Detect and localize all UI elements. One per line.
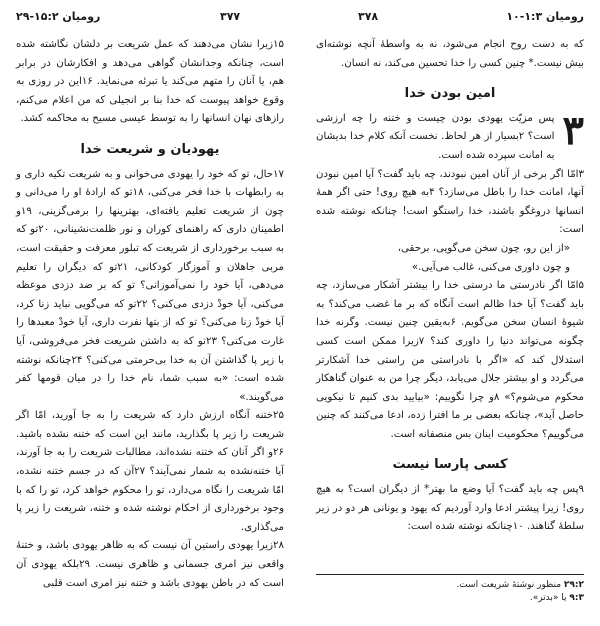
- poem-quote: [316, 240, 584, 277]
- right-book-reference: رومیان ۱:۳-۱۰: [506, 10, 584, 23]
- paragraph-verse-15: ۱۵زیرا نشان می‌دهند که عمل شریعت بر دلشان نگاشته شده است، چنانکه وجدانشان گواهی می‌دهد و افکارشان در برابر هم، یا آنان را متهم می‌کند یا تبرئه می‌نماید. ۱۶این در روزی به وقوع خواهد پیوست که خدا بنا بر انجیلی که من اعلام می‌کنم، رازهای نهان انسانها را به توسط عیسی مسیح به محاکمه کشد.: [16, 39, 285, 125]
- paragraph-verse-1: پس مزیّت یهودی بودن چیست و ختنه را چه ارزشی است؟ ۲بسیار از هر لحاظ. نخست آنکه کلام خدا بدیشان به امانت سپرده شده است.: [316, 112, 555, 161]
- footnote-1-text: منظور نوشتهٔ شریعت است.: [456, 580, 562, 590]
- footnote-2: [316, 592, 584, 605]
- left-text-column: [16, 36, 284, 593]
- right-text-column: [316, 36, 584, 537]
- paragraph-verse-17: ۱۷حال، تو که خود را یهودی می‌خوانی و به شریعت تکیه داری و به رابطهات با خدا فخر می‌کنی، ۱۸تو که ارادهٔ او را می‌دانی و چون از شریعت تعلیم یافته‌ای، بهترینها را برمی‌گزینی، ۱۹و اطمینان داری که راهنمای کوران و نور ظلمت‌نشینانی، ۲۰تو که به سبب برخورداری از شریعت که تبلور معرفت و حقیقت است، مربی جاهلان و آموزگار کودکانی، ۲۱تو که دیگران را تعلیم می‌دهی، آیا خود را نمی‌آموزانی؟ تو که بر ضد دزدی موعظه می‌کنی، آیا خودْ دزدی می‌کنی؟ ۲۲تو که می‌گویی نباید زنا کرد، آیا خودْ زنا می‌کنی؟ تو که از بتها نفرت داری، آیا خودْ معبدها را غارت می‌کنی؟ ۲۳تو که به داشتن شریعت فخر می‌فروشی، آیا با زیر پا گذاشتن آن به خدا بی‌حرمتی می‌کنی؟ ۲۴چنانکه نوشته شده است: «به سبب شما، نام خدا را در میان قومها کفر می‌گویند.»: [16, 168, 285, 403]
- paragraph-verse-5: ۵امّا اگر نادرستی ما درستی خدا را بیشتر آشکار می‌سازد، چه باید گفت؟ آیا خدا ظالم است آنگاه که بر ما غضب می‌کند؟ به شیوهٔ انسان سخن می‌گویم. ۶به‌یقین چنین نیست. وگرنه خدا چگونه می‌تواند دنیا را داوری کند؟ ۷زیرا ممکن است کسی استدلال کند که «اگر با نادراستی من راستی خدا آشکارتر می‌گردد و او بیشتر جلال می‌یابد، دیگر چرا من به عنوان گناهکار محکوم می‌شوم؟» ۸و چرا نگوییم: «بیایید بدی کنیم تا نیکویی حاصل آید»، چنانکه بعضی بر ما افترا زده، ادعا می‌کنند که چنین می‌گوییم؟ محکومیت اینان بس منصفانه است.: [316, 280, 584, 440]
- paragraph-verse-9: ۹پس چه باید گفت؟ آیا وضع ما بهتر* از دیگران است؟ به هیچ روی! زیرا پیشتر ادعا وارد آوردیم که یهود و یونانی هر دو در زیر سلطهٔ گناهند. ۱۰چنانکه نوشته شده است:: [316, 484, 584, 533]
- chapter-number: ۳: [562, 106, 584, 154]
- section-heading-jews-and-law: یهودیان و شریعت خدا: [80, 141, 220, 157]
- left-book-reference: رومیان ۱۵:۲-۲۹: [16, 10, 101, 23]
- footnote-1: [316, 579, 584, 592]
- paragraph-verse-25: ۲۵ختنه آنگاه ارزش دارد که شریعت را به جا آورید، امّا اگر شریعت را زیر پا بگذارید، مانند این است که ختنه نشده باشید. ۲۶و اگر آنان که ختنه نشده‌اند، مطالبات شریعت را به جا آورند، آیا ختنه‌نشده به شمار نمی‌آیند؟ ۲۷آن که در جسم ختنه نشده، امّا شریعت را نگاه می‌دارد، تو را محکوم خواهد کرد، تو را که با وجود برخورداری از احکام نوشته شده و ختنه، شریعت را زیر پا می‌گذاری.: [16, 410, 284, 533]
- section-heading-faithfulness: امین بودن خدا: [404, 86, 496, 102]
- poem-line-1: «از این رو، چون سخن می‌گویی، برحقی،: [397, 242, 570, 254]
- poem-line-2: و چون داوری می‌کنی، غالب می‌آیی.»: [411, 261, 570, 273]
- paragraph-verse-28: ۲۸زیرا یهودی راستین آن نیست که به ظاهر یهودی باشد، و ختنهٔ واقعی نیز امری جسمانی و ظاهری نیست. ۲۹بلکه یهودی آن است که در باطن یهودی باشد و ختنه نیز امری است قلبی: [16, 540, 285, 589]
- footnote-2-ref: ۹:۳: [569, 593, 584, 603]
- footnotes: [316, 579, 584, 605]
- paragraph-verse-3: ۳امّا اگر برخی از آنان امین نبودند، چه باید گفت؟ آیا امین نبودن آنها، امانت خدا را باطل می‌سازد؟ ۴به هیچ روی! حتی اگر همهٔ انسانها دروغگو باشند، خدا راستگو است! چنانکه نوشته شده است:: [316, 168, 585, 236]
- right-page-number: ۳۷۸: [358, 10, 379, 23]
- section-heading-none-righteous: کسی پارسا نیست: [392, 457, 508, 473]
- intro-lines: که به دست روح انجام می‌شود، نه به واسطهٔ آنچه نوشته‌ای بیش نیست.* چنین کسی را خدا تحسین می‌کند، نه انسان.: [316, 39, 584, 69]
- footnote-2-text: یا «بدتر».: [529, 593, 567, 603]
- footnote-1-ref: ۲۹:۲: [563, 580, 584, 590]
- running-header: [0, 6, 600, 26]
- footnote-divider: [316, 574, 584, 575]
- left-page-number: ۳۷۷: [220, 10, 241, 23]
